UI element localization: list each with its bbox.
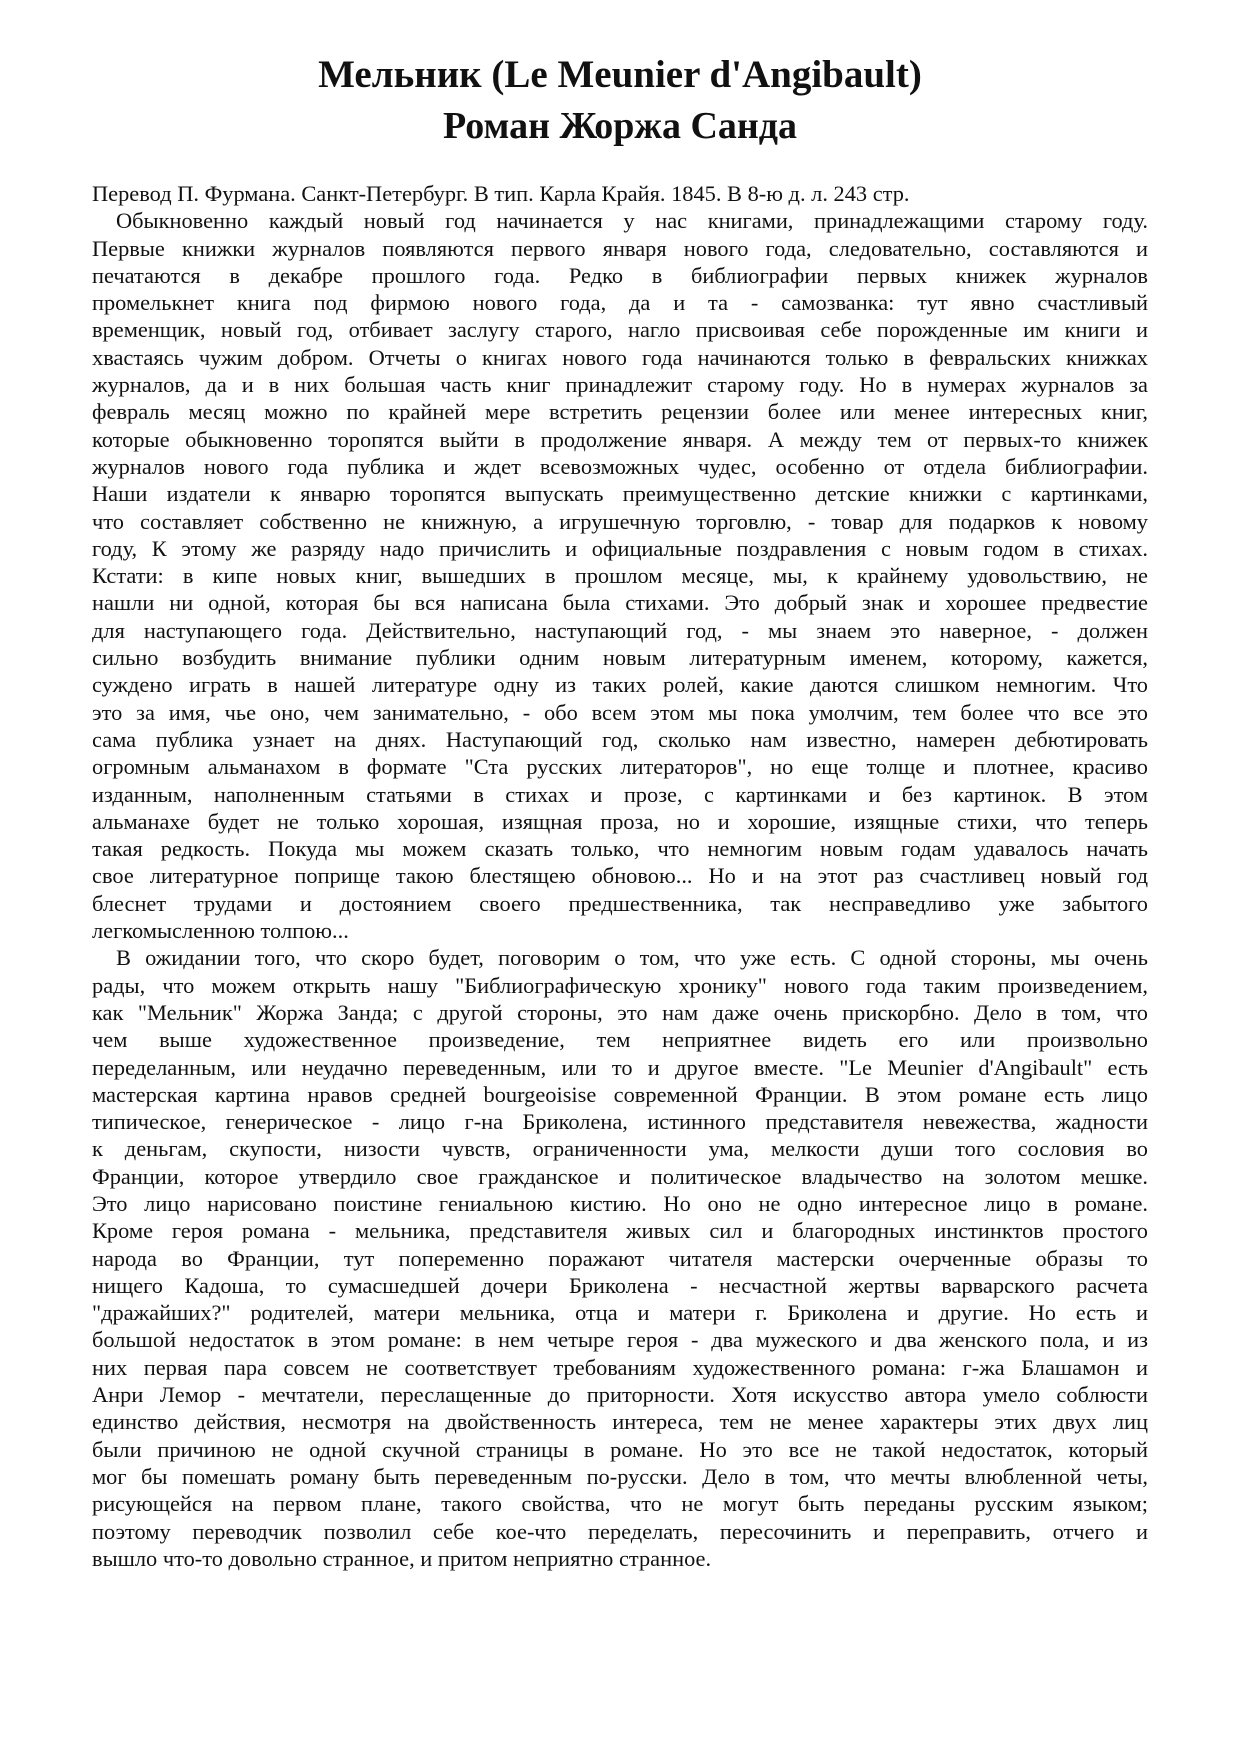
text-line: февраль месяц можно по крайней мере встретить рецензии более или менее интересных книг, bbox=[92, 399, 1148, 425]
text-line: журналов нового года публика и ждет всевозможных чудес, особенно от отдела библиографии. bbox=[92, 453, 1148, 479]
text-line: переделанным, или неудачно переведенным, или то и другое вместе. "Le Meunier d'Angibault" есть bbox=[92, 1054, 1148, 1080]
document-subtitle: Роман Жоржа Санда bbox=[442, 105, 798, 147]
text-line: изданным, наполненным статьями в стихах и прозе, с картинками и без картинок. В этом bbox=[92, 781, 1148, 807]
text-line: народа во Франции, тут попеременно поражают читателя мастерски очерченные образы то bbox=[92, 1245, 1148, 1271]
text-line: хвастаясь чужим добром. Отчеты о книгах нового года начинаются только в февральских книжках bbox=[92, 344, 1148, 370]
text-line: большой недостаток в этом романе: в нем четыре героя - два мужеского и два женского пола, и из bbox=[92, 1327, 1148, 1353]
text-line: нашли ни одной, которая бы вся написана была стихами. Это добрый знак и хорошее предвестие bbox=[92, 590, 1148, 616]
text-line: были причиною не одной скучной страницы в романе. Но это все не такой недостаток, который bbox=[92, 1436, 1148, 1462]
text-line: альманахе будет не только хорошая, изящная проза, но и хорошие, изящные стихи, что теперь bbox=[92, 808, 1148, 834]
text-line: году, К этому же разряду надо причислить и официальные поздравления с новым годом в стихах. bbox=[92, 535, 1148, 561]
text-line: В ожидании того, что скоро будет, поговорим о том, что уже есть. С одной стороны, мы очень bbox=[116, 945, 1148, 971]
text-line: мастерская картина нравов средней bourgeoisise современной Франции. В этом романе есть лицо bbox=[92, 1081, 1148, 1107]
document-title: Мельник (Le Meunier d'Angibault) bbox=[318, 53, 922, 96]
text-line: Первые книжки журналов появляются первого января нового года, следовательно, составляются и bbox=[92, 235, 1148, 261]
text-line: Анри Лемор - мечтатели, переслащенные до приторности. Хотя искусство автора умело соблюсти bbox=[92, 1382, 1148, 1408]
text-line: рады, что можем открыть нашу "Библиографическую хронику" нового года таким произведением, bbox=[92, 972, 1148, 998]
text-line: мог бы помешать роману быть переведенным по-русски. Дело в том, что мечты влюбленной четы, bbox=[92, 1463, 1148, 1489]
text-line: которые обыкновенно торопятся выйти в продолжение января. А между тем от первых-то книжек bbox=[92, 426, 1148, 452]
text-line: рисующейся на первом плане, такого свойства, что не могут быть переданы русским языком; bbox=[92, 1491, 1148, 1517]
text-line: "дражайших?" родителей, матери мельника, отца и матери г. Бриколена и другие. Но есть и bbox=[92, 1300, 1148, 1326]
text-line: нищего Кадоша, то сумасшедшей дочери Бриколена - несчастной жертвы варварского расчета bbox=[92, 1272, 1148, 1298]
text-line: Это лицо нарисовано поистине гениальною кистию. Но оно не одно интересное лицо в романе. bbox=[92, 1190, 1148, 1216]
text-line: для наступающего года. Действительно, наступающий год, - мы знаем это наверное, - должен bbox=[92, 617, 1148, 643]
text-line: суждено играть в нашей литературе одну из таких ролей, какие даются слишком немногим. Что bbox=[92, 672, 1148, 698]
text-line: сильно возбудить внимание публики одним новым литературным именем, которому, кажется, bbox=[92, 645, 1148, 671]
document-body bbox=[92, 180, 1148, 1572]
text-line: легкомысленною толпою... bbox=[92, 918, 349, 944]
text-line: огромным альманахом в формате "Ста русских литераторов", но еще толще и плотнее, красиво bbox=[92, 754, 1148, 780]
text-line: промелькнет книга под фирмою нового года, да и та - самозванка: тут явно счастливый bbox=[92, 290, 1148, 316]
text-line: как "Мельник" Жоржа Занда; с другой стороны, это нам даже очень прискорбно. Дело в том, что bbox=[92, 999, 1148, 1025]
text-line: это за имя, чье оно, чем занимательно, - обо всем этом мы пока умолчим, тем более что все это bbox=[92, 699, 1148, 725]
text-line: Кстати: в кипе новых книг, вышедших в прошлом месяце, мы, к крайнему удовольствию, не bbox=[92, 563, 1148, 589]
text-line: Франции, которое утвердило свое гражданское и политическое владычество на золотом мешке. bbox=[92, 1163, 1148, 1189]
document-page bbox=[92, 50, 1148, 1572]
text-line: них первая пара совсем не соответствует требованиям художественного романа: г-жа Блашамон и bbox=[92, 1354, 1148, 1380]
text-line: Наши издатели к январю торопятся выпускать преимущественно детские книжки с картинками, bbox=[92, 481, 1148, 507]
text-line: что составляет собственно не книжную, а игрушечную торговлю, - товар для подарков к новому bbox=[92, 508, 1148, 534]
text-line: такая редкость. Покуда мы можем сказать только, что немногим новым годам удавалось начать bbox=[92, 836, 1148, 862]
text-line: вышло что-то довольно странное, и притом неприятно странное. bbox=[92, 1545, 712, 1571]
text-line: печатаются в декабре прошлого года. Редко в библиографии первых книжек журналов bbox=[92, 262, 1148, 288]
text-line: поэтому переводчик позволил себе кое-что переделать, пересочинить и переправить, отчего и bbox=[92, 1518, 1148, 1544]
text-line: типическое, генерическое - лицо г-на Бриколена, истинного представителя невежества, жадности bbox=[92, 1109, 1148, 1135]
text-line: к деньгам, скупости, низости чувств, ограниченности ума, мелкости души того сословия во bbox=[92, 1136, 1148, 1162]
text-line: Обыкновенно каждый новый год начинается у нас книгами, принадлежащими старому году. bbox=[116, 208, 1148, 234]
text-line: Перевод П. Фурмана. Санкт-Петербург. В тип. Карла Крайя. 1845. В 8-ю д. л. 243 стр. bbox=[92, 181, 910, 206]
text-line: Кроме героя романа - мельника, представителя живых сил и благородных инстинктов простого bbox=[92, 1218, 1148, 1244]
text-line: журналов, да и в них большая часть книг принадлежит старому году. Но в нумерах журналов за bbox=[92, 372, 1148, 398]
text-line: временщик, новый год, отбивает заслугу старого, нагло присвоивая себе порожденные им книги и bbox=[92, 317, 1148, 343]
text-line: чем выше художественное произведение, тем неприятнее видеть его или произвольно bbox=[92, 1027, 1148, 1053]
text-line: единство действия, несмотря на двойственность интереса, тем не менее характеры этих двух лиц bbox=[92, 1409, 1148, 1435]
text-line: сама публика узнает на днях. Наступающий год, сколько нам известно, намерен дебютировать bbox=[92, 726, 1148, 752]
text-line: блеснет трудами и достоянием своего предшественника, так несправедливо уже забытого bbox=[92, 890, 1148, 916]
text-line: свое литературное поприще такою блестящею обновою... Но и на этот раз счастливец новый год bbox=[92, 863, 1148, 889]
